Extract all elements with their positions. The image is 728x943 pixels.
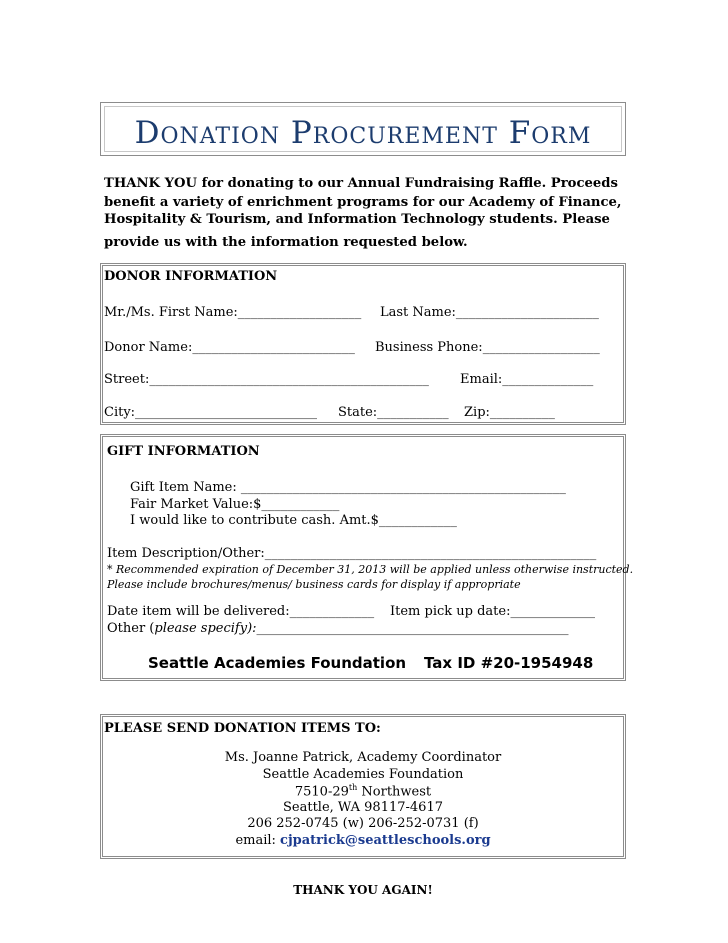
send-heading: PLEASE SEND DONATION ITEMS TO: — [104, 721, 381, 736]
send-org: Seattle Academies Foundation — [262, 767, 464, 782]
street-number: 7510-29 — [294, 784, 349, 800]
send-contact: Ms. Joanne Patrick, Academy Coordinator — [224, 750, 502, 765]
email-link[interactable]: cjpatrick@seattleschools.org — [280, 833, 491, 848]
zip-field[interactable]: Zip:__________ — [464, 405, 555, 420]
intro-line-2: benefit a variety of enrichment programs for our Academy of Finance, — [104, 195, 622, 210]
gift-item-name-field[interactable]: Gift Item Name: __________________________________________________ — [130, 480, 566, 495]
intro-line-1: THANK YOU for donating to our Annual Fundraising Raffle. Proceeds — [104, 176, 618, 191]
street-suffix: th — [348, 783, 358, 792]
page-title: Donation Procurement Form — [134, 115, 592, 151]
street-field[interactable]: Street:___________________________________________ — [104, 372, 429, 387]
state-field[interactable]: State:___________ — [338, 405, 449, 420]
send-email — [100, 833, 626, 848]
foundation-name: Seattle Academies Foundation — [148, 654, 407, 672]
other-line: ________________________________________________ — [256, 621, 569, 636]
business-phone-field[interactable]: Business Phone:__________________ — [375, 340, 600, 355]
city-field[interactable]: City:____________________________ — [104, 405, 318, 420]
date-delivered-field[interactable]: Date item will be delivered:_____________ — [107, 604, 375, 619]
pickup-date-field[interactable]: Item pick up date:_____________ — [390, 604, 595, 619]
donor-name-field[interactable]: Donor Name:_________________________ — [104, 340, 355, 355]
donor-heading: DONOR INFORMATION — [104, 269, 278, 284]
contribute-cash-field[interactable]: I would like to contribute cash. Amt.$____________ — [130, 513, 457, 528]
send-phones: 206 252-0745 (w) 206-252-0731 (f) — [247, 816, 479, 831]
expiration-note: * Recommended expiration of December 31, 2013 will be applied unless otherwise instructed. — [107, 563, 634, 576]
tax-id: Tax ID #20-1954948 — [424, 654, 594, 672]
other-prefix: Other ( — [107, 621, 155, 636]
other-field[interactable] — [107, 621, 569, 636]
street-rest: Northwest — [357, 784, 432, 800]
other-specify: please specify): — [154, 621, 257, 636]
send-street — [100, 783, 626, 799]
last-name-field[interactable]: Last Name:______________________ — [380, 305, 599, 320]
fair-market-value-field[interactable]: Fair Market Value:$____________ — [130, 497, 340, 512]
email-label: email: — [235, 833, 281, 848]
brochure-note: Please include brochures/menus/ business cards for display if appropriate — [107, 578, 521, 591]
intro-line-4: provide us with the information requested below. — [104, 235, 468, 250]
closing-thanks: THANK YOU AGAIN! — [293, 883, 433, 897]
gift-heading: GIFT INFORMATION — [107, 444, 260, 459]
email-field[interactable]: Email:______________ — [460, 372, 594, 387]
first-name-field[interactable]: Mr./Ms. First Name:___________________ — [104, 305, 362, 320]
item-description-field[interactable]: Item Description/Other:___________________________________________________ — [107, 546, 597, 561]
intro-line-3: Hospitality & Tourism, and Information Technology students. Please — [104, 212, 610, 227]
send-city: Seattle, WA 98117-4617 — [283, 800, 443, 815]
